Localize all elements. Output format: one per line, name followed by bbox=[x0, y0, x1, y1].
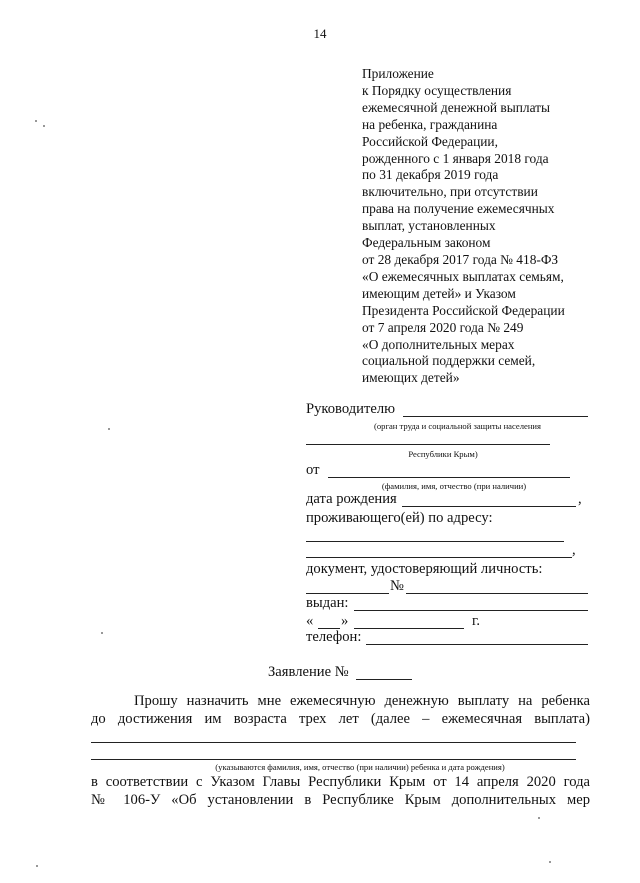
appendix-line: Российской Федерации, bbox=[362, 133, 498, 149]
head-label: Руководителю bbox=[306, 401, 396, 417]
comma: , bbox=[578, 491, 582, 507]
scan-speck bbox=[538, 817, 540, 819]
quote-open: « bbox=[306, 613, 314, 629]
page-number: 14 bbox=[313, 26, 327, 41]
address-field-2[interactable] bbox=[306, 557, 572, 558]
appendix-line: от 7 апреля 2020 года № 249 bbox=[362, 319, 524, 335]
child-info-field-2[interactable] bbox=[91, 759, 576, 760]
appendix-line: Приложение bbox=[362, 66, 434, 81]
region-caption: Республики Крым) bbox=[408, 449, 478, 459]
birth-date-label: дата рождения bbox=[306, 491, 397, 507]
scan-speck bbox=[43, 125, 45, 127]
name-caption: (фамилия, имя, отчество (при наличии) bbox=[381, 481, 527, 491]
issued-by-field[interactable] bbox=[354, 610, 588, 611]
id-series-field[interactable] bbox=[306, 593, 389, 594]
appendix-line: к Порядку осуществления bbox=[362, 82, 512, 98]
request-paragraph-line: до достижения им возраста трех лет (далее – ежемесячная выплата) bbox=[91, 711, 590, 727]
child-info-caption: (указываются фамилия, имя, отчество (при наличии) ребенка и дата рождения) bbox=[215, 762, 505, 772]
scan-speck bbox=[549, 861, 551, 863]
appendix-line: выплат, установленных bbox=[362, 218, 496, 234]
address-label: проживающего(ей) по адресу: bbox=[306, 510, 493, 526]
basis-paragraph-line: в соответствии с Указом Главы Республики Крым от 14 апреля 2020 года bbox=[91, 774, 590, 790]
appendix-line: по 31 декабря 2019 года bbox=[362, 167, 499, 183]
statement-number-field[interactable] bbox=[356, 679, 412, 680]
child-info-field-1[interactable] bbox=[91, 742, 576, 743]
scan-speck bbox=[108, 428, 110, 430]
appendix-line: Президента Российской Федерации bbox=[362, 302, 565, 318]
address-field-1[interactable] bbox=[306, 541, 564, 542]
issue-month-year-field[interactable] bbox=[354, 628, 464, 629]
scan-speck bbox=[35, 120, 37, 122]
appendix-line: «О ежемесячных выплатах семьям, bbox=[362, 268, 564, 284]
region-field[interactable] bbox=[306, 444, 550, 445]
id-document-label: документ, удостоверяющий личность: bbox=[306, 561, 543, 577]
quote-close: » bbox=[341, 613, 349, 629]
appendix-line: на ребенка, гражданина bbox=[362, 116, 498, 132]
birth-date-field[interactable] bbox=[402, 506, 576, 507]
head-field[interactable] bbox=[403, 416, 588, 417]
appendix-line: «О дополнительных мерах bbox=[362, 336, 515, 352]
head-caption: (орган труда и социальной защиты населения bbox=[374, 421, 541, 431]
basis-paragraph-line: № 106-У «Об установлении в Республике Крым дополнительных мер bbox=[91, 792, 590, 808]
request-paragraph-line: Прошу назначить мне ежемесячную денежную выплату на ребенка bbox=[134, 693, 590, 709]
appendix-line: от 28 декабря 2017 года № 418-ФЗ bbox=[362, 251, 559, 267]
appendix-line: рожденного с 1 января 2018 года bbox=[362, 150, 549, 166]
from-label: от bbox=[306, 462, 320, 478]
year-suffix: г. bbox=[472, 613, 480, 629]
applicant-name-field[interactable] bbox=[328, 477, 570, 478]
scan-speck bbox=[36, 865, 38, 867]
comma: , bbox=[572, 542, 576, 558]
appendix-line: включительно, при отсутствии bbox=[362, 184, 538, 200]
appendix-header bbox=[362, 66, 607, 387]
appendix-line: имеющим детей» и Указом bbox=[362, 285, 516, 301]
id-number-field[interactable] bbox=[406, 593, 588, 594]
appendix-line: Федеральным законом bbox=[362, 235, 491, 251]
appendix-line: права на получение ежемесячных bbox=[362, 201, 555, 217]
phone-label: телефон: bbox=[306, 629, 362, 645]
appendix-line: имеющих детей» bbox=[362, 370, 460, 386]
number-sign: № bbox=[390, 578, 404, 594]
scan-speck bbox=[101, 632, 103, 634]
appendix-line: социальной поддержки семей, bbox=[362, 353, 536, 369]
issued-label: выдан: bbox=[306, 595, 349, 611]
statement-title: Заявление № bbox=[268, 664, 349, 680]
phone-field[interactable] bbox=[366, 644, 588, 645]
appendix-line: ежемесячной денежной выплаты bbox=[362, 99, 551, 115]
